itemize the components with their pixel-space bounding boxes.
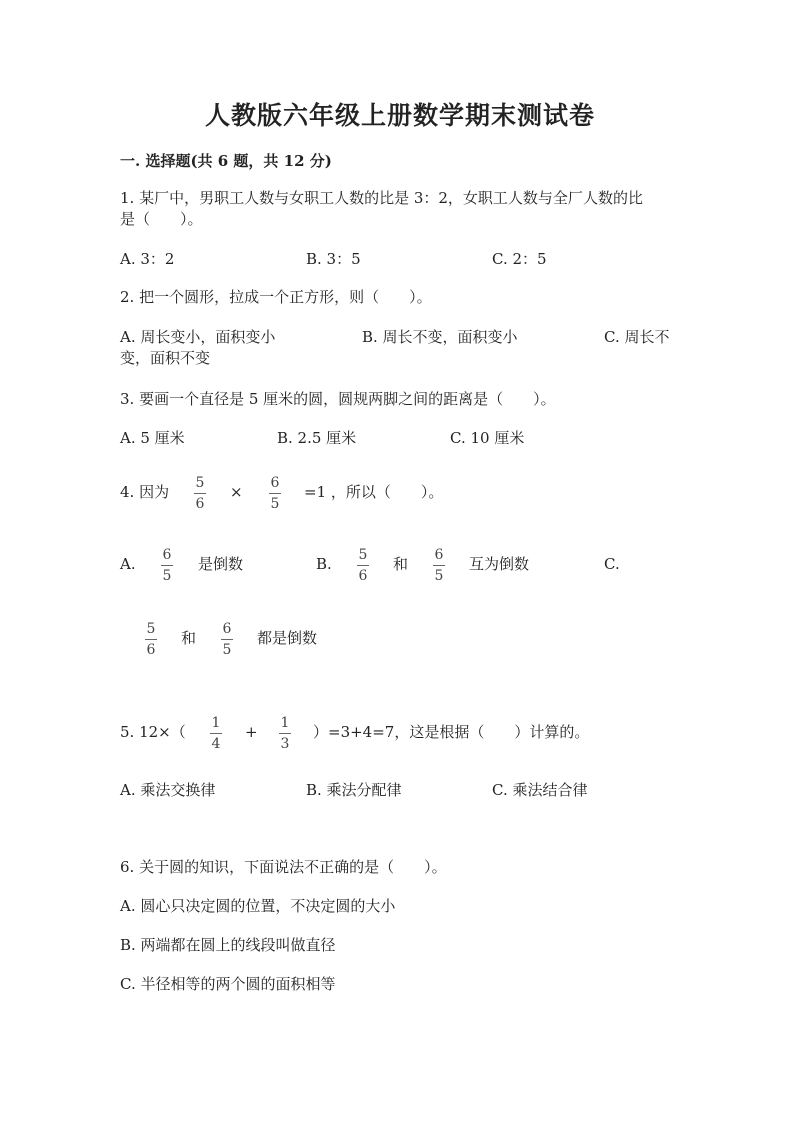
page-title: 人教版六年级上册数学期末测试卷 — [204, 101, 595, 130]
q5-option-c: C. 乘法结合律 — [492, 781, 588, 799]
q5-fraction-2 — [275, 715, 295, 752]
fraction-numerator: 6 — [270, 475, 280, 491]
q4-option-b-and: 和 — [393, 555, 409, 573]
q4-option-c-fraction-1 — [141, 621, 161, 658]
fraction-denominator: 6 — [195, 496, 205, 512]
q4-times-sign: × — [230, 483, 243, 501]
q1-stem-line2: 是（ ）。 — [120, 210, 203, 228]
q6-stem: 6. 关于圆的知识，下面说法不正确的是（ ）。 — [120, 858, 447, 876]
q3-option-c: C. 10 厘米 — [450, 429, 525, 447]
q4-option-b-fraction-2 — [429, 547, 449, 584]
q4-option-b-fraction-1 — [353, 547, 373, 584]
q4-option-b-text: 互为倒数 — [469, 555, 530, 573]
q5-fraction-1 — [206, 715, 226, 752]
fraction-numerator: 1 — [280, 715, 290, 731]
fraction-numerator: 5 — [358, 547, 368, 563]
q5-prefix: 5. 12×（ — [120, 723, 186, 741]
q4-fraction-1 — [190, 475, 210, 512]
fraction-denominator: 6 — [146, 642, 156, 658]
q1-option-a: A. 3：2 — [120, 250, 175, 268]
fraction-numerator: 6 — [162, 547, 172, 563]
fraction-denominator: 5 — [162, 568, 172, 584]
fraction-numerator: 1 — [211, 715, 221, 731]
fraction-denominator: 5 — [270, 496, 280, 512]
q2-option-c-line2: 变，面积不变 — [120, 349, 211, 367]
fraction-denominator: 4 — [211, 736, 221, 752]
q6-option-b: B. 两端都在圆上的线段叫做直径 — [120, 936, 336, 954]
q5-option-a: A. 乘法交换律 — [120, 781, 216, 799]
q2-option-c-line1: C. 周长不 — [604, 328, 670, 346]
q3-option-a: A. 5 厘米 — [120, 429, 185, 447]
q4-option-b-label: B. — [316, 555, 332, 573]
fraction-denominator: 5 — [434, 568, 444, 584]
q4-option-a-text: 是倒数 — [198, 555, 244, 573]
q6-option-a: A. 圆心只决定圆的位置，不决定圆的大小 — [120, 897, 396, 915]
q4-option-c-text: 都是倒数 — [257, 629, 318, 647]
fraction-numerator: 5 — [146, 621, 156, 637]
q4-prefix: 4. 因为 — [120, 483, 170, 501]
q2-option-a: A. 周长变小，面积变小 — [120, 328, 276, 346]
q6-option-c: C. 半径相等的两个圆的面积相等 — [120, 975, 336, 993]
fraction-denominator: 6 — [358, 568, 368, 584]
q1-stem-line1: 1. 某厂中，男职工人数与女职工人数的比是 3：2，女职工人数与全厂人数的比 — [120, 189, 643, 207]
q3-option-b: B. 2.5 厘米 — [277, 429, 357, 447]
fraction-denominator: 5 — [222, 642, 232, 658]
q4-suffix: =1 ，所以（ ）。 — [304, 483, 444, 501]
q5-option-b: B. 乘法分配律 — [306, 781, 402, 799]
q4-option-c-and: 和 — [181, 629, 197, 647]
q4-option-c-label: C. — [604, 555, 620, 573]
q2-stem: 2. 把一个圆形，拉成一个正方形，则（ ）。 — [120, 288, 432, 306]
fraction-denominator: 3 — [280, 736, 290, 752]
q2-option-b: B. 周长不变，面积变小 — [362, 328, 518, 346]
fraction-numerator: 5 — [195, 475, 205, 491]
q4-option-a-fraction — [157, 547, 177, 584]
q5-plus-sign: + — [245, 723, 258, 741]
q4-option-c-fraction-2 — [217, 621, 237, 658]
fraction-numerator: 6 — [434, 547, 444, 563]
q1-option-b: B. 3：5 — [306, 250, 361, 268]
q4-fraction-2 — [265, 475, 285, 512]
q3-stem: 3. 要画一个直径是 5 厘米的圆，圆规两脚之间的距离是（ ）。 — [120, 390, 556, 408]
fraction-numerator: 6 — [222, 621, 232, 637]
q1-option-c: C. 2：5 — [492, 250, 547, 268]
section-heading: 一. 选择题(共 6 题，共 12 分) — [120, 152, 332, 170]
q5-suffix: ）=3+4=7，这是根据（ ）计算的。 — [313, 723, 590, 741]
q4-option-a-label: A. — [120, 555, 136, 573]
